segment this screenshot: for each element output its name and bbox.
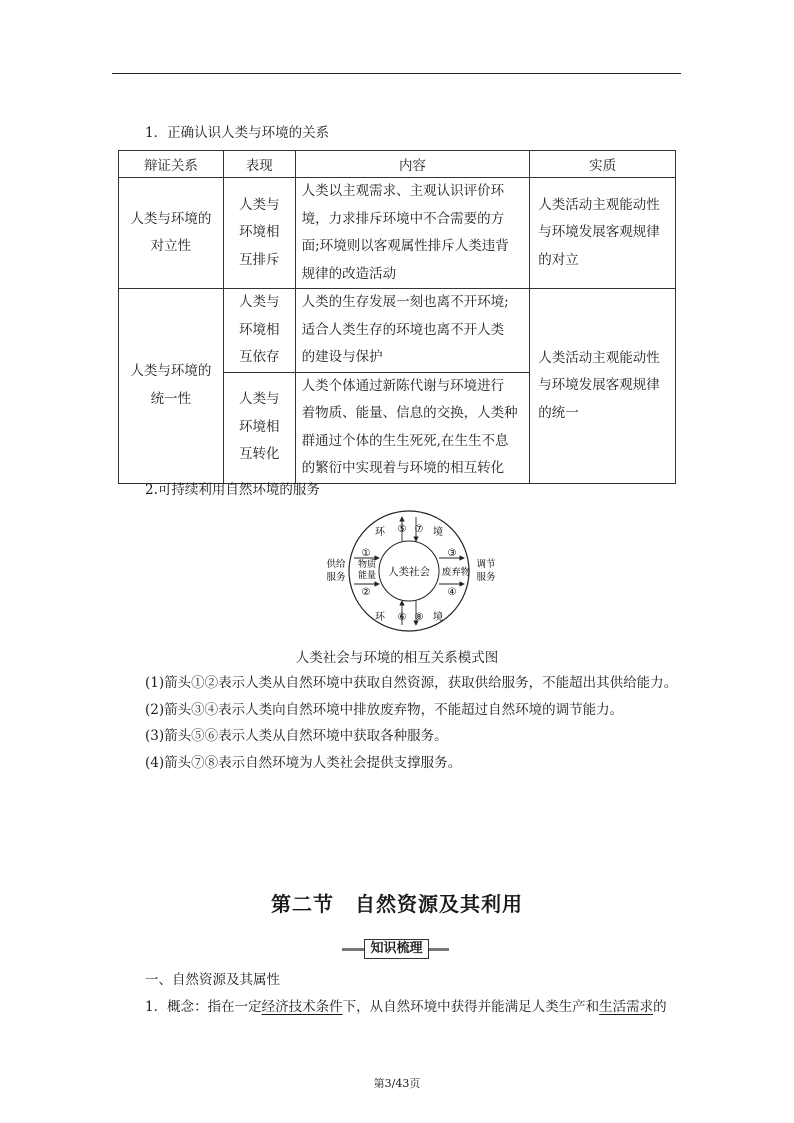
underlined-term: 生活需求 (599, 999, 654, 1015)
essence-opposition: 人类活动主观能动性 与环境发展客观规律 的对立 (530, 178, 676, 289)
note-item: (4)箭头⑦⑧表示自然环境为人类社会提供支撑服务。 (145, 755, 462, 771)
badge-bar (426, 948, 449, 951)
regulation-service-label: 服务 (476, 572, 496, 583)
manifestation-exclusion: 人类与 环境相 互排斥 (223, 178, 295, 289)
diagram-caption: 人类社会与环境的相互关系模式图 (295, 650, 499, 666)
page-number: 第3/43页 (373, 1077, 421, 1090)
arrow-number: ⑤ (397, 524, 407, 535)
note-item: (3)箭头⑤⑥表示人类从自然环境中获取各种服务。 (145, 728, 448, 744)
arrow-number: ① (361, 548, 371, 559)
table-header: 辩证关系 (119, 151, 224, 178)
section1-title: 1．正确认识人类与环境的关系 (145, 125, 330, 141)
table-header: 内容 (295, 151, 530, 178)
note-item: (2)箭头③④表示人类向自然环境中排放废弃物，不能超过自然环境的调节能力。 (145, 702, 624, 718)
relation-table (118, 150, 676, 484)
regulation-service-label: 调节 (476, 559, 496, 570)
relation-diagram (316, 506, 506, 636)
environment-char: 境 (433, 612, 443, 623)
inner-left-label: 物质 (357, 560, 377, 570)
note-item: (1)箭头①②表示人类从自然环境中获取自然资源，获取供给服务，不能超出其供给能力。 (145, 675, 678, 691)
table-row (119, 178, 676, 289)
table-header: 表现 (223, 151, 295, 178)
concept-paragraph: 1．概念：指在一定经济技术条件下，从自然环境中获得并能满足人类生产和生活需求的 (145, 999, 667, 1015)
environment-char: 环 (375, 612, 385, 623)
arrow-number: ③ (447, 548, 457, 559)
manifestation-transformation: 人类与 环境相 互转化 (223, 372, 295, 483)
badge-label: 知识梳理 (364, 939, 429, 959)
badge-bar (342, 948, 366, 951)
relation-opposition: 人类与环境的 对立性 (119, 178, 224, 289)
inner-right-label: 废弃物 (441, 567, 471, 578)
underlined-term: 经济技术条件 (261, 999, 343, 1015)
table-row (119, 289, 676, 373)
arrow-number: ⑧ (414, 612, 424, 623)
subsection-title: 一、自然资源及其属性 (145, 972, 280, 988)
essence-unity: 人类活动主观能动性 与环境发展客观规律 的统一 (530, 289, 676, 484)
table-header: 实质 (530, 151, 676, 178)
table-header-row (119, 151, 676, 178)
environment-char: 环 (375, 527, 385, 538)
header-rule (112, 73, 681, 74)
supply-service-label: 服务 (326, 572, 346, 583)
section2-title: 2.可持续利用自然环境的服务 (145, 482, 320, 498)
section-title: 第二节 自然资源及其利用 (271, 892, 523, 916)
inner-left-label: 能量 (357, 571, 377, 581)
content-dependence: 人类的生存发展一刻也离不开环境; 适合人类生存的环境也离不开人类 的建设与保护 (295, 289, 530, 373)
knowledge-badge (342, 939, 449, 959)
content-opposition: 人类以主观需求、主观认识评价环 境，力求排斥环境中不合需要的方 面;环境则以客观属性排斥人类违背 规律的改造活动 (295, 178, 530, 289)
manifestation-dependence: 人类与 环境相 互依存 (223, 289, 295, 373)
arrow-number: ④ (447, 587, 457, 598)
arrow-number: ⑥ (397, 612, 407, 623)
relation-unity: 人类与环境的 统一性 (119, 289, 224, 484)
arrow-number: ⑦ (414, 524, 424, 535)
content-transformation: 人类个体通过新陈代谢与环境进行 着物质、能量、信息的交换，人类种 群通过个体的生生死死,在生生不息 的繁衍中实现着与环境的相互转化 (295, 372, 530, 483)
center-label: 人类社会 (388, 566, 430, 578)
environment-char: 境 (433, 527, 443, 538)
arrow-number: ② (361, 587, 371, 598)
supply-service-label: 供给 (326, 559, 346, 570)
